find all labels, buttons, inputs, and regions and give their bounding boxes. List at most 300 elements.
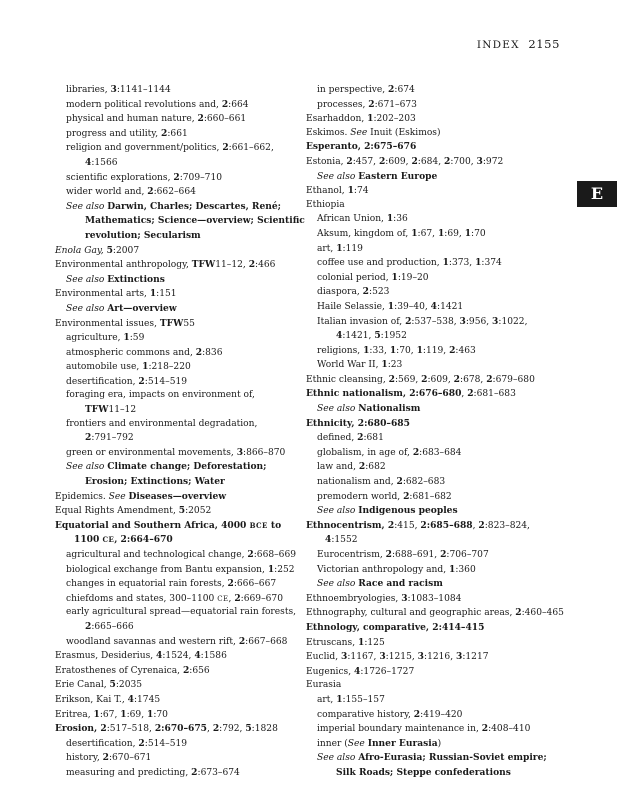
- entry-text: 5: [178, 505, 186, 517]
- entry-text: diaspora,: [317, 287, 363, 298]
- entry-text: Equal Rights Amendment,: [55, 506, 179, 517]
- entry-text: :1421: [437, 301, 464, 312]
- entry-text: 2: [440, 549, 447, 560]
- entry-text: 2: [161, 127, 168, 139]
- entry-text: :19–20: [397, 272, 429, 283]
- entry-text: 2: [388, 373, 395, 385]
- entry-text: 1: [120, 708, 127, 720]
- entry-text: 1: [336, 693, 343, 705]
- entry-text: art,: [317, 243, 337, 254]
- entry-text: :415,: [394, 520, 421, 531]
- entry-text: 2: [362, 286, 369, 298]
- entry-text: Ethnic nationalism, 2:676–680: [306, 388, 462, 400]
- entry-text: :1216,: [424, 652, 456, 663]
- index-subentry: [66, 127, 300, 142]
- index-subentry: [317, 402, 558, 417]
- entry-text: See also: [66, 201, 108, 212]
- entry-text: :67,: [99, 709, 121, 720]
- entry-text: Race and racism: [358, 578, 443, 590]
- index-subentry: [66, 98, 300, 113]
- section-label: INDEX: [476, 39, 520, 51]
- entry-text: See also: [66, 274, 108, 285]
- entry-text: World War II,: [317, 360, 382, 371]
- entry-text: law and,: [317, 462, 359, 473]
- entry-text: 2: [411, 155, 418, 167]
- entry-text: :2007: [112, 245, 140, 256]
- entry-text: 1: [357, 636, 365, 648]
- entry-text: 2: [403, 490, 410, 502]
- entry-text: :59: [129, 333, 145, 344]
- entry-text: 4: [85, 156, 92, 168]
- entry-text: :514–519: [144, 738, 188, 749]
- entry-text: 2: [85, 432, 92, 444]
- entry-text: Eastern Europe: [358, 170, 438, 182]
- entry-text: 1: [442, 257, 449, 269]
- entry-text: :1083–1084: [407, 593, 462, 604]
- entry-text: premodern world,: [317, 491, 404, 502]
- entry-text: woodland savannas and western rift,: [66, 636, 239, 647]
- entry-text: :609,: [427, 374, 454, 385]
- entry-text: atmospheric commons and,: [66, 347, 196, 358]
- right-column: [306, 83, 564, 781]
- entry-text: :660–661: [203, 114, 247, 125]
- index-entry: [55, 244, 300, 259]
- entry-text: :1828: [251, 724, 278, 735]
- entry-text: Euclid,: [306, 652, 342, 663]
- entry-text: changes in equatorial rain forests,: [66, 579, 228, 590]
- index-entry: [55, 490, 300, 505]
- entry-text: desertification,: [66, 738, 139, 749]
- entry-text: wider world and,: [66, 187, 148, 198]
- entry-text: 5: [109, 679, 116, 691]
- entry-text: Ethnic cleansing,: [306, 374, 389, 385]
- running-head: [477, 37, 560, 51]
- entry-text: 1: [437, 227, 445, 239]
- index-subentry: [317, 693, 558, 708]
- index-entry-continuation: [306, 533, 558, 548]
- entry-text: :700,: [450, 156, 477, 167]
- entry-text: 3: [459, 315, 466, 327]
- entry-text: globalism, in age of,: [317, 447, 413, 458]
- index-entry: [306, 155, 558, 170]
- entry-text: Ethnocentrism,: [306, 519, 388, 531]
- entry-text: 2: [357, 432, 364, 444]
- entry-text: Environmental arts,: [55, 289, 150, 300]
- entry-text: 3: [417, 651, 424, 663]
- entry-text: early agricultural spread—equatorial rain forests,: [66, 607, 297, 618]
- entry-text: 2: [421, 373, 428, 385]
- entry-text: history,: [66, 753, 103, 764]
- entry-text: :668–669: [253, 550, 297, 560]
- entry-text: :791–792: [91, 433, 134, 444]
- index-subentry: [66, 273, 300, 288]
- entry-text: :125: [364, 637, 385, 648]
- entry-text: See also: [317, 404, 359, 415]
- entry-text: :1586: [200, 651, 227, 662]
- entry-text: 2: [147, 186, 154, 198]
- entry-text: :670–671: [108, 753, 152, 764]
- entry-text: Inner Eurasia: [367, 737, 438, 749]
- entry-text: :537–538,: [411, 316, 460, 327]
- entry-text: See also: [317, 506, 359, 517]
- entry-text: 2: [248, 259, 256, 271]
- entry-text: :1421,: [342, 331, 375, 342]
- entry-text: ,: [461, 389, 468, 400]
- index-entry: [55, 504, 300, 519]
- entry-text: 2: [412, 446, 420, 458]
- entry-text: :1022,: [498, 316, 528, 327]
- entry-text: Afro-Eurasia; Russian-Soviet empire;: [358, 752, 547, 764]
- entry-text: Victorian anthropology and,: [317, 564, 449, 575]
- entry-text: 1: [389, 344, 397, 356]
- entry-text: Eugenics,: [306, 666, 355, 677]
- entry-text: Erikson, Kai T.,: [55, 694, 128, 705]
- entry-text: 2: [197, 113, 204, 125]
- entry-text: 2: [234, 592, 241, 604]
- entry-text: 2: [138, 375, 145, 387]
- entry-text: 55: [183, 318, 195, 329]
- entry-text: :466: [255, 260, 276, 271]
- entry-text: 4: [430, 300, 437, 312]
- index-entry: [55, 649, 300, 664]
- entry-text: :1745: [133, 694, 161, 705]
- index-entry: [306, 373, 558, 388]
- entry-text: :373,: [448, 258, 476, 269]
- index-subentry: [317, 315, 558, 330]
- index-subentry: [66, 548, 300, 563]
- entry-text: Diseases—overview: [128, 490, 227, 502]
- entry-text: Aksum, kingdom of,: [317, 228, 412, 239]
- entry-text: Art—overview: [107, 302, 177, 314]
- entry-text: See: [350, 127, 371, 138]
- index-entry: [55, 287, 300, 302]
- index-subentry: [66, 460, 300, 475]
- index-entry: [306, 636, 558, 651]
- entry-text: Eskimos.: [306, 127, 351, 138]
- entry-text: defined,: [317, 433, 358, 444]
- entry-text: :74: [353, 186, 369, 197]
- entry-text: :202–203: [373, 114, 416, 125]
- index-subentry: [317, 722, 558, 737]
- entry-text: 2: [238, 635, 246, 647]
- entry-text: :671–673: [374, 99, 417, 110]
- index-entry: [306, 606, 564, 621]
- index-entry: [55, 678, 300, 693]
- entry-text: 11–12,: [215, 260, 249, 271]
- index-subentry: [317, 242, 558, 257]
- entry-text: physical and human nature,: [66, 114, 198, 125]
- entry-text: 2: [368, 98, 375, 110]
- entry-text: 2: [222, 142, 229, 154]
- entry-text: 2: [247, 549, 254, 560]
- index-subentry: [66, 360, 300, 375]
- entry-text: 2: [481, 723, 489, 735]
- entry-text: :569,: [394, 374, 422, 385]
- entry-text: :673–674: [197, 767, 240, 778]
- entry-text: Esarhaddon,: [306, 114, 368, 125]
- entry-text: :33,: [369, 345, 390, 356]
- entry-text: Environmental issues,: [55, 318, 160, 329]
- entry-text: ,: [228, 593, 235, 604]
- entry-text: 2: [385, 549, 392, 560]
- entry-text: 1: [448, 563, 456, 575]
- entry-text: See also: [66, 462, 108, 473]
- entry-text: agriculture,: [66, 333, 124, 344]
- entry-text: 2: [388, 84, 395, 95]
- entry-text: :2052: [185, 506, 212, 517]
- entry-text: :661–662,: [228, 143, 274, 154]
- index-entry: [55, 708, 300, 723]
- entry-text: :656: [189, 665, 210, 676]
- entry-text: See also: [317, 579, 359, 590]
- entry-text: Erie Canal,: [55, 680, 110, 691]
- entry-text: :665–666: [91, 621, 134, 632]
- index-subentry: [66, 766, 300, 781]
- entry-text: :1215,: [385, 652, 418, 663]
- entry-text: agricultural and technological change,: [66, 550, 248, 560]
- index-subentry: [317, 271, 558, 286]
- entry-text: to: [267, 519, 282, 531]
- entry-text: TFW: [159, 317, 184, 329]
- entry-text: imperial boundary maintenance in,: [317, 724, 482, 735]
- entry-text: 2: [405, 315, 412, 327]
- entry-text: 1: [146, 708, 154, 720]
- index-subentry: [66, 751, 300, 766]
- index-entry: [306, 199, 558, 213]
- entry-text: 2:685–688: [420, 519, 473, 531]
- index-subentry: [317, 98, 558, 113]
- entry-text: ,: [472, 520, 479, 531]
- entry-text: 2: [486, 373, 493, 385]
- entry-text: :679–680: [492, 374, 535, 385]
- entry-text: 1100: [74, 534, 103, 546]
- entry-text: Italian invasion of,: [317, 316, 406, 327]
- index-subentry: [66, 346, 300, 361]
- entry-text: 3: [379, 651, 386, 663]
- index-subentry: [66, 389, 300, 403]
- index-entry: [55, 722, 300, 737]
- entry-text: nationalism and,: [317, 477, 397, 488]
- entry-text: 2: [195, 346, 203, 358]
- entry-text: biological exchange from Bantu expansion,: [66, 564, 268, 575]
- entry-text: in perspective,: [317, 85, 389, 95]
- entry-text: Eratosthenes of Cyrenaica,: [55, 665, 183, 676]
- entry-text: 1: [381, 359, 388, 371]
- index-entry: [306, 127, 558, 141]
- entry-text: :1952: [380, 331, 407, 342]
- entry-text: :460–465: [521, 608, 564, 619]
- index-subentry: [66, 563, 300, 578]
- index-subentry: [317, 446, 558, 461]
- left-column: [55, 83, 305, 781]
- index-entry: [306, 140, 558, 155]
- entry-text: Silk Roads; Steppe confederations: [336, 766, 511, 778]
- entry-text: Eurasia: [306, 680, 342, 691]
- entry-text: 4: [156, 650, 163, 662]
- index-subentry: [317, 504, 558, 519]
- letter-tab: E: [577, 181, 617, 207]
- index-entry-continuation: [55, 475, 300, 490]
- index-subentry: [317, 256, 558, 271]
- entry-text: 5: [106, 244, 113, 256]
- index-subentry: [66, 141, 300, 156]
- index-entry: [306, 519, 558, 534]
- entry-text: African Union,: [317, 214, 387, 225]
- index-entry-continuation: [55, 403, 300, 418]
- index-subentry: [317, 285, 558, 300]
- index-subentry: [317, 460, 558, 475]
- entry-text: :1524,: [162, 651, 195, 662]
- entry-text: :1566: [91, 157, 118, 168]
- entry-text: 3: [401, 592, 408, 604]
- entry-text: Ethanol,: [306, 186, 348, 197]
- index-entry: [306, 184, 558, 199]
- entry-text: 1: [367, 113, 374, 125]
- index-subentry: [317, 344, 558, 359]
- entry-text: 1: [363, 344, 370, 356]
- index-subentry: [66, 446, 300, 461]
- entry-text: See also: [317, 753, 359, 764]
- entry-text: 1: [391, 271, 398, 283]
- index-entry-continuation: [55, 229, 300, 244]
- entry-text: :678,: [460, 374, 487, 385]
- entry-text: 11–12: [108, 405, 137, 416]
- entry-text: 1: [416, 344, 423, 356]
- index-subentry: [66, 200, 300, 215]
- entry-text: foraging era, impacts on environment of,: [66, 390, 255, 401]
- index-subentry: [317, 751, 558, 766]
- index-subentry: [66, 171, 300, 186]
- index-subentry: [66, 302, 300, 317]
- entry-text: Estonia,: [306, 156, 347, 167]
- index-subentry: [317, 563, 558, 578]
- entry-text: :674: [394, 85, 415, 95]
- entry-text: 2:670–675: [154, 723, 208, 735]
- entry-text: :69,: [126, 709, 147, 720]
- index-subentry: [317, 300, 558, 315]
- entry-text: 5: [245, 723, 252, 735]
- entry-text: 2: [227, 578, 234, 590]
- page-number: 2155: [528, 37, 560, 51]
- entry-text: 2: [453, 373, 460, 385]
- entry-text: 2: [173, 171, 180, 183]
- entry-text: measuring and predicting,: [66, 767, 192, 778]
- entry-text: :517–518,: [106, 724, 155, 735]
- entry-text: :36: [393, 214, 408, 225]
- index-entry: [306, 387, 558, 402]
- entry-text: 3: [236, 446, 244, 458]
- entry-text: 1: [475, 257, 482, 269]
- entry-text: colonial period,: [317, 272, 392, 283]
- entry-text: 2: [444, 155, 451, 167]
- entry-text: :823–824,: [484, 520, 530, 531]
- entry-text: :667–668: [245, 636, 288, 647]
- entry-text: 1: [411, 227, 418, 239]
- entry-text: :523: [369, 287, 390, 298]
- index-entry: [306, 650, 558, 665]
- entry-text: :709–710: [179, 172, 223, 183]
- entry-text: desertification,: [66, 376, 139, 387]
- entry-text: modern political revolutions and,: [66, 99, 222, 110]
- index-entry: [306, 417, 558, 432]
- index-entry: [55, 317, 300, 332]
- entry-text: :836: [202, 347, 223, 358]
- index-entry-continuation: [55, 431, 300, 446]
- index-entry-continuation: [306, 766, 558, 781]
- entry-text: 2: [515, 607, 522, 619]
- entry-text: :1167,: [347, 652, 380, 663]
- entry-text: 3: [110, 84, 117, 95]
- index-entry-continuation: [306, 329, 558, 344]
- entry-text: 2: [212, 723, 220, 735]
- entry-text: Mathematics; Science—overview; Scientific: [85, 215, 305, 227]
- entry-text: frontiers and environmental degradation,: [66, 418, 258, 429]
- entry-text: :661: [167, 128, 188, 139]
- entry-text: Haile Selassie,: [317, 301, 388, 312]
- index-subentry: [66, 606, 300, 620]
- entry-text: coffee use and production,: [317, 258, 443, 269]
- entry-text: 1: [347, 185, 354, 197]
- entry-text: :1726–1727: [360, 666, 415, 677]
- entry-text: art,: [317, 694, 337, 705]
- entry-text: :463: [455, 345, 476, 356]
- index-subentry: [317, 708, 558, 723]
- index-entry-continuation: [55, 533, 300, 548]
- index-entry-continuation: [55, 214, 305, 229]
- entry-text: 1: [93, 708, 100, 720]
- index-subentry: [66, 112, 300, 127]
- index-subentry: [317, 170, 558, 185]
- entry-text: religion and government/politics,: [66, 143, 223, 154]
- index-subentry: [66, 592, 300, 607]
- index-subentry: [317, 83, 558, 98]
- entry-text: 1: [123, 332, 130, 344]
- entry-text: 1: [149, 288, 157, 300]
- entry-text: chiefdoms and states, 300–1100: [66, 593, 218, 604]
- entry-text: :374: [481, 258, 502, 269]
- index-subentry: [317, 490, 558, 505]
- entry-text: Erasmus, Desiderius,: [55, 651, 157, 662]
- entry-text: , 2:664–670: [114, 534, 173, 546]
- entry-text: 1: [336, 242, 343, 254]
- entry-text: Extinctions: [107, 273, 165, 285]
- entry-text: 3: [476, 155, 483, 167]
- entry-text: BCE: [249, 520, 268, 530]
- entry-text: Ethiopia: [306, 199, 345, 210]
- entry-text: :669–670: [240, 593, 283, 604]
- index-subentry: [317, 577, 558, 592]
- entry-text: :119,: [422, 345, 450, 356]
- entry-text: Nationalism: [358, 403, 421, 415]
- entry-text: ,: [207, 724, 213, 735]
- entry-text: Enola Gay,: [55, 245, 107, 256]
- entry-text: 1: [387, 300, 395, 312]
- entry-text: :681–682: [409, 491, 452, 502]
- index-entry: [306, 592, 558, 607]
- index-entry: [306, 621, 558, 636]
- entry-text: :609,: [385, 156, 412, 167]
- entry-text: 2: [182, 664, 190, 676]
- entry-text: Equatorial and Southern Africa, 4000: [55, 519, 250, 531]
- entry-text: Erosion; Extinctions; Water: [85, 476, 225, 488]
- entry-text: :662–664: [153, 187, 196, 198]
- index-subentry: [317, 431, 558, 446]
- entry-text: 2: [378, 155, 386, 167]
- entry-text: :688–691,: [391, 550, 441, 560]
- entry-text: :70,: [396, 345, 417, 356]
- index-subentry: [317, 737, 558, 752]
- entry-text: Eurocentrism,: [317, 550, 386, 560]
